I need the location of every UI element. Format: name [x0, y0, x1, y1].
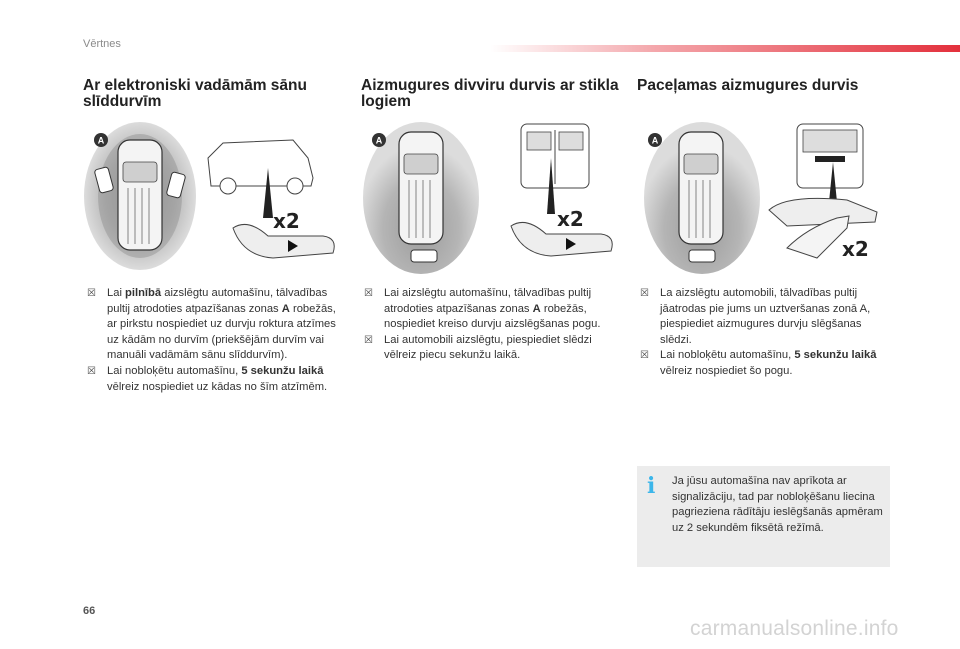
svg-text:A: A [97, 135, 105, 146]
bullet-icon: ☒ [364, 334, 373, 346]
tailgate-handle [769, 198, 877, 226]
svg-text:x2: x2 [557, 207, 584, 231]
svg-text:x2: x2 [273, 209, 300, 233]
key-fob-icon [411, 250, 437, 262]
instruction-list [87, 286, 337, 395]
bullet-icon: ☒ [640, 350, 649, 362]
illustration-svg [83, 118, 348, 283]
van-topview [399, 132, 443, 244]
list-item: ☒ La aizslēgtu automobili, tālvadības pultij jāatrodas pie jums un uztveršanas zonā A, piespiediet aizmugures durvju slēgšanas slēdzi. [640, 287, 871, 346]
list-item: ☒ Lai nobloķētu automašīnu, 5 sekunžu laikā vēlreiz nospiediet šo pogu. [640, 349, 877, 377]
svg-text:x2: x2 [842, 237, 869, 261]
van-topview [118, 140, 162, 250]
list-item: ☒ Lai pilnībā aizslēgtu automašīnu, tālvadības pultij atrodoties atpazīšanas zonas A robežās, ar pirkstu nospiediet uz durvju roktura atzīmes uz kādām no durvīm (priekšējām durvīm vai manuāli vadāmām sānu slīddurvīm). [87, 287, 336, 362]
svg-text:A: A [375, 135, 383, 146]
info-icon: i [647, 473, 656, 499]
info-text: Ja jūsu automašīna nav aprīkota ar signalizāciju, tad par nobloķēšanu liecina pagrieziena rādītāju ieslēgšanās apmēram uz 2 sekundēm fiksētā režīmā. [672, 475, 883, 534]
van-topview [679, 132, 723, 244]
illustration-svg [637, 118, 902, 283]
watermark: carmanualsonline.info [690, 617, 899, 640]
illustration-sliding-doors [83, 118, 348, 283]
column-title: Ar elektroniski vadāmām sānu slīddurvīm [83, 77, 307, 110]
header-accent-bar [490, 45, 960, 52]
info-note [637, 466, 890, 567]
illustration-tailgate [637, 118, 902, 283]
column-title: Paceļamas aizmugures durvis [637, 77, 859, 94]
bullet-icon: ☒ [640, 288, 649, 299]
column-title: Aizmugures divviru durvis ar stikla logiem [361, 77, 619, 110]
illustration-svg [361, 118, 626, 283]
section-label: Vērtnes [83, 38, 121, 50]
page-number: 66 [83, 605, 96, 617]
bullet-icon: ☒ [87, 365, 96, 377]
instruction-list [640, 286, 890, 380]
column-sliding-doors [83, 78, 343, 112]
instruction-list [364, 286, 614, 364]
column-tailgate [637, 78, 897, 112]
bullet-icon: ☒ [87, 288, 96, 299]
column-rear-twin-doors [361, 78, 621, 112]
key-fob-icon [689, 250, 715, 262]
list-item: ☒ Lai aizslēgtu automašīnu, tālvadības pultij atrodoties atpazīšanas zonas A robežās, nospiediet kreiso durvju aizslēgšanas pogu. [364, 287, 601, 331]
bullet-icon: ☒ [364, 288, 373, 299]
svg-text:A: A [651, 135, 659, 146]
illustration-rear-twin-doors [361, 118, 626, 283]
list-item: ☒ Lai automobili aizslēgtu, piespiediet slēdzi vēlreiz piecu sekunžu laikā. [364, 333, 592, 362]
list-item: ☒ Lai nobloķētu automašīnu, 5 sekunžu laikā vēlreiz nospiediet uz kādas no šīm atzīmēm. [87, 364, 328, 393]
